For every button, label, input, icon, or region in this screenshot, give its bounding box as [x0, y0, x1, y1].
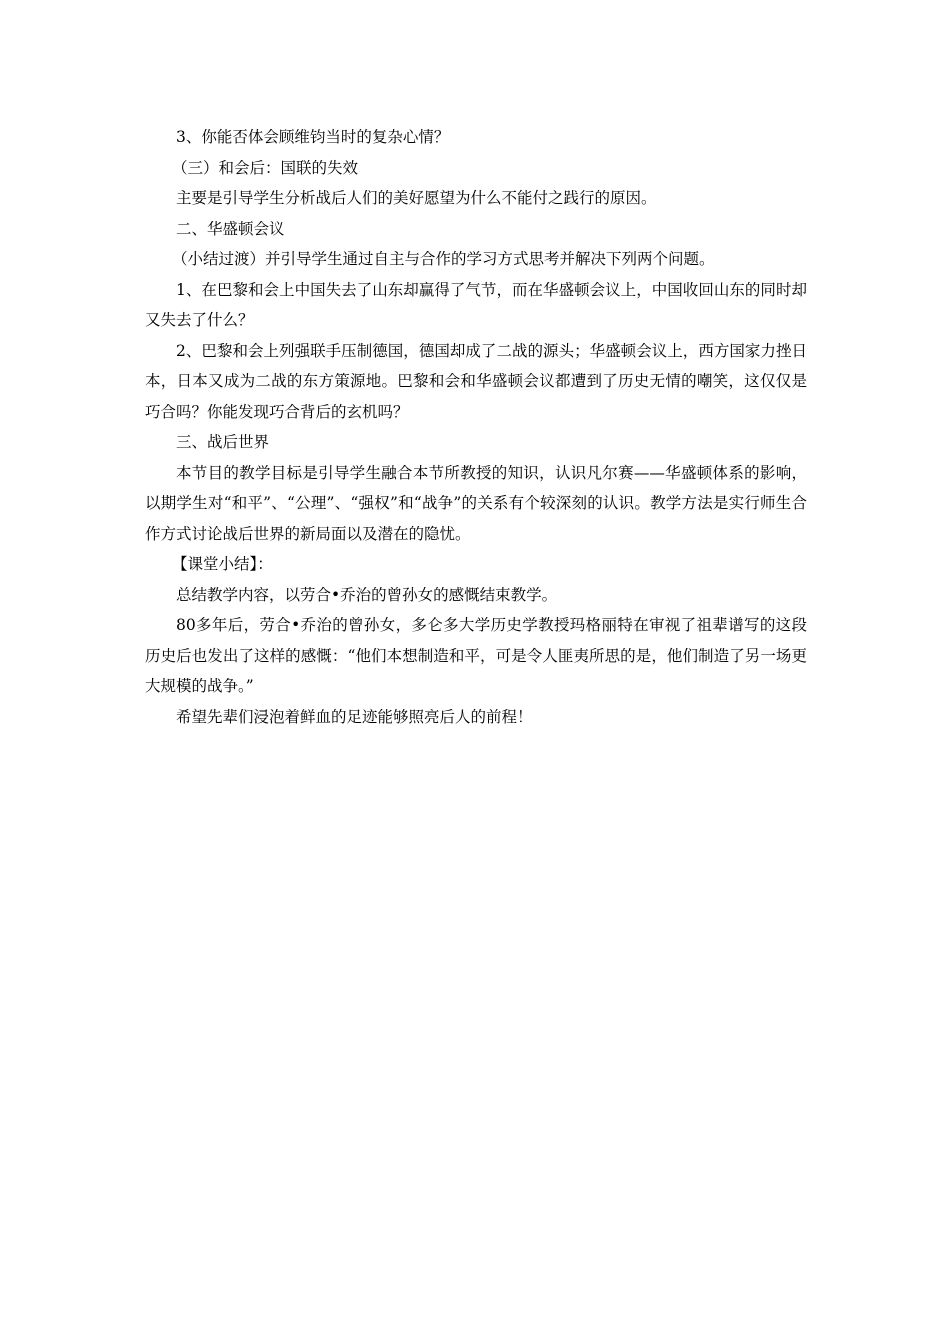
question-3: 3、你能否体会顾维钧当时的复杂心情？: [176, 128, 450, 146]
paragraph-transition: （小结过渡）并引导学生通过自主与合作的学习方式思考并解决下列两个问题。: [172, 250, 715, 268]
paragraph-closing: 希望先辈们浸泡着鲜血的足迹能够照亮后人的前程！: [176, 707, 533, 726]
document-body: [145, 122, 807, 732]
question-2: 2、巴黎和会上列强联手压制德国，德国却成了二战的源头；华盛顿会议上，西方国家力挫日本，日本又成为二战的东方策源地。巴黎和会和华盛顿会议都遭到了历史无情的嘲笑，这仅仅是巧合吗？你能发现巧合背后的玄机吗？: [145, 341, 807, 421]
paragraph-analysis: 主要是引导学生分析战后人们的美好愿望为什么不能付之践行的原因。: [176, 189, 657, 207]
paragraph-teaching-goal: 本节目的教学目标是引导学生融合本节所教授的知识，认识凡尔赛——华盛顿体系的影响，以期学生对“和平”、“公理”、“强权”和“战争”的关系有个较深刻的认识。教学方法是实行师生合作方式讨论战后世界的新局面以及潜在的隐忧。: [145, 463, 807, 543]
heading-class-summary: 【课堂小结】：: [172, 555, 273, 573]
paragraph-quote: 80多年后，劳合•乔治的曾孙女，多仑多大学历史学教授玛格丽特在审视了祖辈谱写的这段历史后也发出了这样的感慨：“他们本想制造和平，可是令人匪夷所思的是，他们制造了另一场更大规模的战争。”: [145, 616, 807, 695]
subheading-league-of-nations: （三）和会后：国联的失效: [172, 158, 359, 177]
heading-washington-conference: 二、华盛顿会议: [176, 219, 285, 238]
paragraph-summary: 总结教学内容，以劳合•乔治的曾孙女的感慨结束教学。: [176, 585, 558, 604]
question-1: 1、在巴黎和会上中国失去了山东却赢得了气节，而在华盛顿会议上，中国收回山东的同时却又失去了什么？: [145, 280, 807, 329]
heading-postwar-world: 三、战后世界: [176, 433, 270, 451]
